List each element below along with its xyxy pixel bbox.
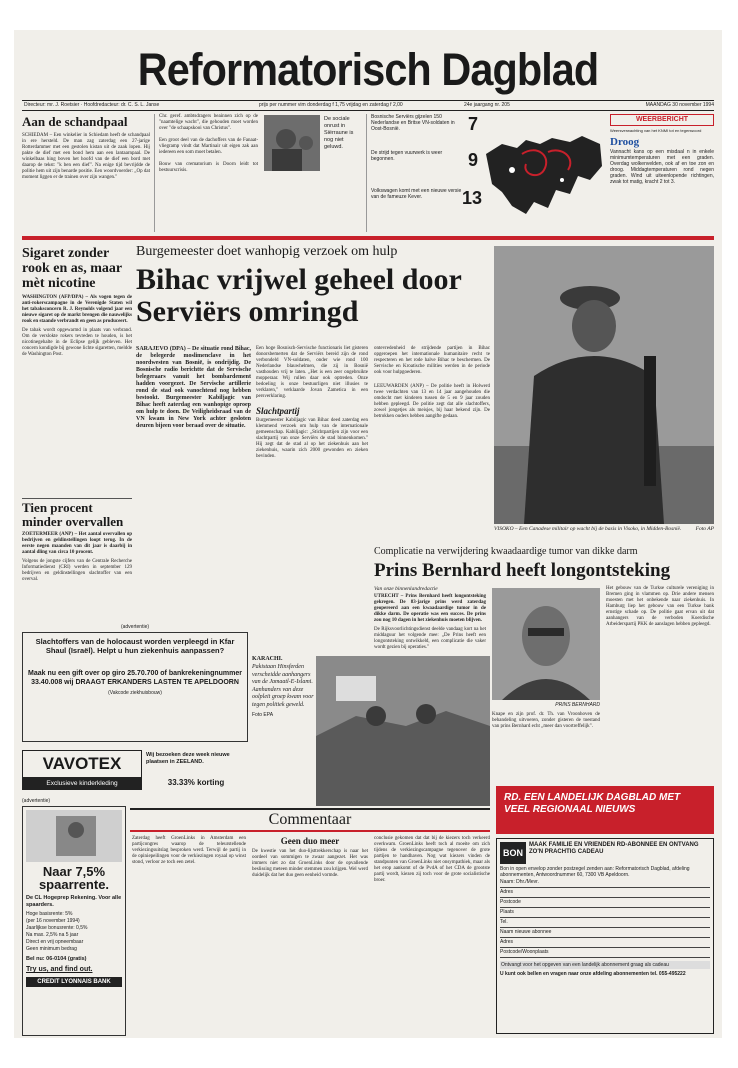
teaser-text: SCHIEDAM – Een winkelier in Schiedam heeft de schandpaal in ere hersteld. De man zag zaterdag een 27-jarige Rotterdammer met een gestolen kistan uit de zaak lopen. Hij pakte de dief met een bond hem aan een lantaarnpaal. De winkelbaas hing boven het hoofd van de dief een bord met daarop de tekst: "k ben een dief". Na enige tijd bevrijdde de politie hem uit zijn benarde positie. Een woordvoerder: „Op dat moment liggen er de trainen over zijn wangen." xyxy=(22,133,150,180)
vavotex-sub: Exclusieve kinderkleding xyxy=(22,778,142,790)
field-phone[interactable]: Tel. xyxy=(500,918,710,928)
vavotex-ad xyxy=(22,750,248,792)
holocaust-ad xyxy=(22,632,248,742)
bon-title: MAAK FAMILIE EN VRIENDEN RD-ABONNEE EN ONTVANG ZO'N PRACHTIG CADEAU xyxy=(529,842,699,855)
main-headline-block xyxy=(136,244,490,340)
bernhard-photo xyxy=(492,588,600,700)
holocaust-ad-gift: Maak nu een gift over op giro 25.70.700 of bankrekeningnummer 33.40.008 wij DRAAGT ERKANDERS LASTEN TE APELDOORN xyxy=(28,670,242,686)
commentaar-col-1: Zaterdag heeft GroenLinks in Amsterdam een partijcongres waarop de teleurstellende verkiezingsuitslag besproken werd. Terwijl de partij in de opiniepeilingen voor de verkiezingen royaal op winst stond, verloor ze toch een zetel. xyxy=(132,836,246,865)
holocaust-ad-text: Slachtoffers van de holocaust worden verpleegd in Kfar Shaul (Israël). Helpt u hun ziekenhuis aanpassen? xyxy=(35,637,235,655)
weather-report xyxy=(610,114,714,232)
bank-ad-phone: Bel nu: 06-0104 (gratis) xyxy=(26,956,87,962)
bon-gift: Ontvangt voor het opgeven van een landelijk abonnement graag als cadeau xyxy=(500,961,710,969)
bernhard-col-1: Van onze binnenlandredactie UTRECHT – Prins Bernhard heeft longontsteking gekregen. De 83-jarige prins werd zaterdag geopereerd aan een kwaadaardige tumor in de dikke darm. De operatie was een succes. De prins zou nog 10 dagen in het ziekenhuis moeten blijven. De Rijksvoorlichtingsdienst deelde vandaag kort na het middaguur het volgende mee: „De Prins heeft een longontsteking ontwikkeld, een complicatie die vaker wordt gezien bij operaties." xyxy=(374,586,486,650)
bernhard-col-3: Het gebouw van de Turkse culturele vereniging in Bremen ging in vlammen op. Drie andere mensen moesten met het onbekende naar ziekenhuis. In Hamburg liep het gebouw van een Turkse bank ernstige schade op. De politie gaat ervan uit dat aanhangers van de verboden Koerdische Arbeiderspartij PKK de aanslagen hebben gepleegd. xyxy=(606,586,714,627)
field-city[interactable]: Plaats xyxy=(500,908,710,918)
sigaret-text: De tabak wordt opgewarmd in plaats van verbrand. Om de verslokte rokers tevreden te houden, is het nicotinegehalte in de Eclipse gelijk gebleven. Het concern kondigde bij gewone lichte sigaretten, meldde de Washington Post. xyxy=(22,328,132,357)
bernhard-title: Prins Bernhard heeft longontsteking xyxy=(374,560,671,581)
main-col2-text: Een hoge Bosnisch-Servische functionaris liet gisteren donorsbemerten dat de Serviërs bereid zijn de rond verbondeld VN-soldaten, onder wie rond 100 Nederlandse blauwhelmen, die zij in Bosnië vasthouden vrij te laten. „Het is een zeer ongebruikte mopperaar. Wij rullen daar ook optreden. Onze bedoeling is onze bestuurligen niet illusies te verklaren," verklaarde Jovan Zametica in een persverklaring. xyxy=(256,346,368,399)
main-photo-caption: VISOKO – Een Canadese militair op wacht bij de basis in Visoko, in Midden-Bosnië. Foto AP xyxy=(494,526,714,532)
page-ref-2[interactable]: De strijd tegen vuurwerk is weer begonnen. 9 xyxy=(371,150,478,170)
field-name[interactable]: Naam: Dhr./Mevr. xyxy=(500,878,710,888)
bon-intro: Bon in open envelop zonder postzegel zenden aan: Reformatorisch Dagblad, afdeling abonnementen, Antwoordnummer 60, 7300 VB Apeldoorn. xyxy=(500,866,690,878)
main-col-2 xyxy=(256,346,368,651)
subscription-coupon xyxy=(496,838,714,1034)
karachi-caption: KARACHI. Pakistaan Hinsferden verscheidde aanhangers van de Jamaatl-E-Islami. Aanhanders van deze oolpleit groep kwam voor tegen politiek geweld. Foto EPA xyxy=(252,656,314,718)
main-lead: SARAJEVO (DPA) – De situatie rond Bihac, de belegerde moslimenclave in het noordwesten van Bosnië, is ondrijdig. De Bosnische radio berichtte dat de Servische belegeraars vanuit het bombardement hadden voorgezet. De Servische artillerie rond de stad ook vanochtend nog hebben bestookt. Burgemeester Kabiljagic van Bihac heeft zaterdag een wanhopige oproep om hulp te doen. De Veiligheidsraad van de VN kwam in New York achter gesloten deuren bijeen voor beraad over de situatie. xyxy=(136,346,251,429)
holocaust-ad-code: (Vakcode ziekhuisbouw) xyxy=(108,690,162,696)
field-new-city[interactable]: Postcode/Woonplaats xyxy=(500,948,710,958)
commentaar-col-2: Geen duo meer De kwestie van het duo-lijsttrekkerschap is naar het oordeel van sommigen te zwaar aangezet. Het was immers niet zo dat GroenLinks door de opvallende beslissing meteen minder stemmen zou krijgen. Wel werd duidelijk dat het duo geen eenheid vormde. xyxy=(252,836,368,878)
bernhard-col-2: Knape en zijn prof. dr. Th. van Vroonhoven de behandeling uitvoeren, zonder gisteren de toestand van prins Bernhard echt „meer dan voortreffelijk". xyxy=(492,712,600,729)
bank-ad-items: Hoge basisrente: 5% (per 16 november 1994) Jaarlijkse bonusrente: 0,5% Na max. 2,5% na 5 jaar Direct en vrij opneembaar Geen minimum bedrag xyxy=(26,911,88,952)
tien-procent-lead: ZOETERMEER (ANP) – Het aantal overvallen op bedrijven en geldinstellingen loopt terug. In de eerste negen maanden van dit jaar is daarbij in aantal dling van circa 10 procent. xyxy=(22,532,132,555)
commentaar-header: Commentaar xyxy=(130,808,490,830)
field-new-address[interactable]: Adres xyxy=(500,938,710,948)
small-photo xyxy=(264,115,320,171)
brief-1: Chr. geref. ambtsdragers beainnen zich op de "naamtelige wacht", die gehouden moet worden over "de schaapskooi van Christus". xyxy=(159,114,258,131)
ad-label-2: (advertentie) xyxy=(22,798,51,804)
main-col3-text-b: LEEUWARDEN (ANP) – De politie heeft in Holwerd twee verdachten van 13 en 14 jaar aangehouden die omdocht met kinderen tussen de 5 en 9 jaar zouden hebben gepleegd. De politie zegt dat alle slachtoffers, zowel jongetjes als meisjes, bij haar bekend zijn. De betrokken ouders hebben aangifte gedaan. xyxy=(374,384,490,419)
bank-ad-brand: CREDIT LYONNAIS BANK xyxy=(26,977,122,987)
bank-ad-image xyxy=(26,810,122,862)
field-address[interactable]: Adres xyxy=(500,888,710,898)
vavotex-discount: 33.33% korting xyxy=(167,778,225,787)
weather-text: Vannacht kans op een misdaal n in enkele minimumtemperaturen met een graden. Overdag wolkenvelden, ook af en toe zon en droog. Middagtemperaturen rond negen graden. Wind uit uiteenlopende richtingen, zwak tot matig, kracht 2 tot 3. xyxy=(610,149,714,185)
bank-ad-big: Naar 7,5% spaarrente. xyxy=(38,864,110,892)
main-col-1 xyxy=(136,346,251,651)
main-col2-text-b: Burgemeester Kabiljagic van Bihac deed zaterdag een klemmend verzoek om hulp van de internationale gemeenschap. Kabiljagic: „Stichtpartijen zijn voor een slachtpartij van onze Serviërs de stad binnenkomen." Hij zegt dat de stad al op het ziekenhuis aan het ziekenhuis, waarin zich 2000 gewonden en zieken bevinden. xyxy=(256,418,368,459)
tien-procent-article xyxy=(22,498,132,618)
main-kicker: Burgemeester doet wanhopig verzoek om hulp xyxy=(136,244,398,259)
vavotex-name: VAVOTEX xyxy=(22,750,142,778)
complicatie-kicker: Complicatie na verwijdering kwaadaardige tumor van dikke darm xyxy=(374,546,638,557)
teaser-box xyxy=(22,114,150,232)
main-subhead: Slachtpartij xyxy=(256,406,300,416)
weather-map xyxy=(482,114,606,232)
editors: Directeur: mr. J. Roetsier · Hoofdredacteur: dr. C. S. L. Janse xyxy=(24,102,160,108)
price: prijs per nummer vim donderdag f 1,75 vrijdag en zaterdag f 2,00 xyxy=(259,102,403,108)
bon-label: BON xyxy=(500,842,526,864)
red-divider xyxy=(22,236,714,240)
bon-footer: U kunt ook bellen en vragen naar onze afdeling abonnementen tel. 055-495222 xyxy=(500,971,686,977)
bank-ad xyxy=(22,806,126,1036)
sigaret-article xyxy=(22,246,132,496)
briefs xyxy=(154,114,258,232)
bank-ad-bank: De CL Hogeprep Rekening. Voor alle spaarders. xyxy=(26,895,122,908)
teaser-title: Aan de schandpaal xyxy=(22,114,128,129)
field-postcode[interactable]: Postcode xyxy=(500,898,710,908)
tien-procent-title: Tien procent minder overvallen xyxy=(22,500,124,529)
brief-3: Bouw van crematorium is Doorn leidt tot bestuurscrisis. xyxy=(159,162,258,173)
ad-label-1: (advertentie) xyxy=(120,624,150,630)
newspaper-title: Reformatorisch Dagblad xyxy=(137,44,599,95)
weather-source: Weersverwachting van het KNMI tot en tegenwoord xyxy=(610,128,702,133)
main-col3-text: ontevredenheid de strijdende partijen in Bihac opgeroepen het internationale humanitaire recht te respecteren en het rode halve Bihac te beschermen. De Servische en Kroatische milities werden in de periode ook voor hulpgoederen. xyxy=(374,346,490,375)
page-refs xyxy=(366,114,483,232)
rd-badge: RD. EEN LANDELIJK DAGBLAD MET VEEL REGIONAAL NIEUWS xyxy=(496,786,714,834)
date: MAANDAG 30 november 1994 xyxy=(645,102,714,108)
page-ref-1[interactable]: Bosnische Serviërs gijzelen 150 Nederlandse en Britse VN-soldaten in Oost-Bosnië. 7 xyxy=(371,114,478,134)
main-headline: Bihac vrijwel geheel door Serviërs omringd xyxy=(136,263,462,328)
weather-label: WEERBERICHT xyxy=(610,114,714,126)
vavotex-note: Wij bezoeken deze week nieuwe plaatsen in ZEELAND. xyxy=(146,752,230,765)
bernhard-photo-caption: PRINS BERNHARD xyxy=(555,702,600,708)
brief-2: Een groot deel van de dachoffers van de Fanaat-vliegramp vindt dat Martinair uit eigen zak aan iedereen een som moet betalen. xyxy=(159,138,258,155)
newspaper-page xyxy=(14,30,722,1038)
main-photo xyxy=(494,246,714,524)
sigaret-lead: WASHINGTON (AFP/DPA) – Als vogen tegen de anti-rokerscampagne in de Verenigde Staten wil het tabaksconcern R. J. Reynolds volgend jaar een nieuwe sigaret op de markt brengen die nauwelijks rook en staande verbrandt en geen as produceert. xyxy=(22,295,132,324)
bank-ad-cta: Try us, and find out. xyxy=(26,966,93,973)
commentaar-rule xyxy=(130,830,490,832)
masthead xyxy=(14,44,722,96)
sigaret-title: Sigaret zonder rook en as, maar mèt nicotine xyxy=(22,246,122,291)
small-photo-caption: De sociale onrust in Siërraune is nog niet geluwd. xyxy=(324,116,354,150)
commentaar-col-3: conclusie gekomen dat dat bij de kiezers toch verkeerd overkwam. GroenLinks heeft toch al moeite om zich tijdens de verkiezingscampagne tegenover de grote partijen te handhaven. Nog wat kiezers vinden de standpunten van GroenLinks niet onsympathiek, maar als het erop aankomt of de PvdA of het CDA de grootste partij wordt, kiezen zij toch voor de grote socialistische broer. xyxy=(374,836,490,883)
volume: 24e jaargang nr. 205 xyxy=(464,102,510,108)
weather-title: Droog xyxy=(610,136,640,148)
tien-procent-text: Volgens de jongste cijfers van de Centrale Recherche Informatiedienst (CRI) werden in september 129 bedrijven en geldinstellingen slachtoffer van een overval. xyxy=(22,559,132,582)
field-new-name[interactable]: Naam nieuwe abonnee xyxy=(500,928,710,938)
page-ref-3[interactable]: Volkswagen komt met een nieuwe versie van de fameuze Kever. 13 xyxy=(371,188,483,208)
